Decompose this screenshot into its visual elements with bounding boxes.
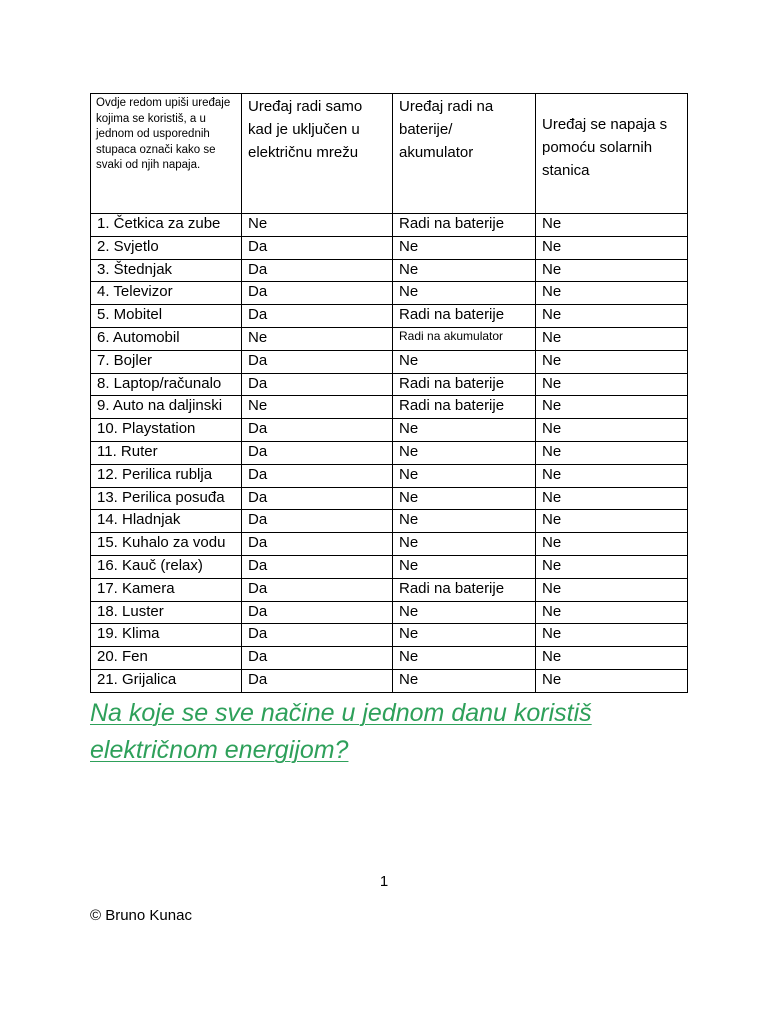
mains-power-cell: Da xyxy=(242,624,393,647)
device-name-cell: 16. Kauč (relax) xyxy=(91,555,242,578)
device-name-cell: 5. Mobitel xyxy=(91,305,242,328)
mains-power-cell: Da xyxy=(242,647,393,670)
device-name-cell: 20. Fen xyxy=(91,647,242,670)
table-row xyxy=(91,441,688,464)
mains-power-cell: Da xyxy=(242,259,393,282)
device-name-cell: 10. Playstation xyxy=(91,419,242,442)
device-name-cell: 7. Bojler xyxy=(91,350,242,373)
solar-cell: Ne xyxy=(536,555,688,578)
battery-cell: Ne xyxy=(393,487,536,510)
battery-cell: Radi na baterije xyxy=(393,214,536,237)
solar-cell: Ne xyxy=(536,282,688,305)
solar-cell: Ne xyxy=(536,464,688,487)
mains-power-cell: Da xyxy=(242,578,393,601)
solar-cell: Ne xyxy=(536,350,688,373)
device-name-cell: 15. Kuhalo za vodu xyxy=(91,533,242,556)
mains-power-cell: Da xyxy=(242,601,393,624)
device-name-cell: 13. Perilica posuđa xyxy=(91,487,242,510)
battery-cell: Radi na baterije xyxy=(393,578,536,601)
battery-cell: Ne xyxy=(393,282,536,305)
battery-cell: Ne xyxy=(393,510,536,533)
table-row xyxy=(91,396,688,419)
device-name-cell: 9. Auto na daljinski xyxy=(91,396,242,419)
table-row xyxy=(91,669,688,692)
device-name-cell: 19. Klima xyxy=(91,624,242,647)
battery-cell: Ne xyxy=(393,259,536,282)
device-name-cell: 17. Kamera xyxy=(91,578,242,601)
battery-cell: Ne xyxy=(393,464,536,487)
battery-cell: Ne xyxy=(393,647,536,670)
device-name-cell: 21. Grijalica xyxy=(91,669,242,692)
copyright-notice: © Bruno Kunac xyxy=(90,907,192,924)
device-table xyxy=(90,93,688,693)
solar-cell: Ne xyxy=(536,533,688,556)
battery-cell: Ne xyxy=(393,441,536,464)
mains-power-cell: Da xyxy=(242,305,393,328)
table-row xyxy=(91,259,688,282)
device-name-cell: 12. Perilica rublja xyxy=(91,464,242,487)
question-text: Na koje se sve načine u jednom danu koristiš električnom energijom? xyxy=(90,699,592,764)
solar-cell: Ne xyxy=(536,441,688,464)
table-row xyxy=(91,236,688,259)
mains-power-cell: Ne xyxy=(242,214,393,237)
mains-power-cell: Ne xyxy=(242,327,393,350)
device-name-cell: 3. Štednjak xyxy=(91,259,242,282)
device-name-cell: 6. Automobil xyxy=(91,327,242,350)
solar-cell: Ne xyxy=(536,305,688,328)
table-row xyxy=(91,578,688,601)
battery-cell: Ne xyxy=(393,624,536,647)
mains-power-cell: Da xyxy=(242,350,393,373)
mains-power-cell: Da xyxy=(242,464,393,487)
solar-cell: Ne xyxy=(536,647,688,670)
table-row xyxy=(91,214,688,237)
solar-cell: Ne xyxy=(536,419,688,442)
table-header-row xyxy=(91,94,688,214)
solar-cell: Ne xyxy=(536,327,688,350)
solar-cell: Ne xyxy=(536,236,688,259)
battery-cell: Ne xyxy=(393,350,536,373)
mains-power-cell: Da xyxy=(242,282,393,305)
battery-cell: Ne xyxy=(393,601,536,624)
table-row xyxy=(91,327,688,350)
device-name-cell: 14. Hladnjak xyxy=(91,510,242,533)
table-row xyxy=(91,487,688,510)
device-name-cell: 11. Ruter xyxy=(91,441,242,464)
table-row xyxy=(91,464,688,487)
mains-power-cell: Da xyxy=(242,419,393,442)
table-row xyxy=(91,305,688,328)
mains-power-cell: Da xyxy=(242,669,393,692)
table-row xyxy=(91,555,688,578)
header-solar: Uređaj se napaja s pomoću solarnih stanica xyxy=(536,94,688,214)
device-name-cell: 18. Luster xyxy=(91,601,242,624)
table-row xyxy=(91,533,688,556)
battery-cell: Ne xyxy=(393,555,536,578)
table-row xyxy=(91,647,688,670)
mains-power-cell: Da xyxy=(242,487,393,510)
device-name-cell: 8. Laptop/računalo xyxy=(91,373,242,396)
table-row xyxy=(91,419,688,442)
table-row xyxy=(91,373,688,396)
solar-cell: Ne xyxy=(536,669,688,692)
table-row xyxy=(91,601,688,624)
solar-cell: Ne xyxy=(536,578,688,601)
page-number: 1 xyxy=(379,873,389,890)
header-mains-power: Uređaj radi samo kad je uključen u električnu mrežu xyxy=(242,94,393,214)
battery-cell: Radi na baterije xyxy=(393,305,536,328)
mains-power-cell: Da xyxy=(242,510,393,533)
header-battery: Uređaj radi na baterije/ akumulator xyxy=(393,94,536,214)
table-row xyxy=(91,510,688,533)
mains-power-cell: Da xyxy=(242,441,393,464)
solar-cell: Ne xyxy=(536,510,688,533)
solar-cell: Ne xyxy=(536,259,688,282)
battery-cell: Ne xyxy=(393,419,536,442)
solar-cell: Ne xyxy=(536,624,688,647)
device-name-cell: 1. Četkica za zube xyxy=(91,214,242,237)
battery-cell: Ne xyxy=(393,669,536,692)
table-row xyxy=(91,282,688,305)
battery-cell: Radi na akumulator xyxy=(393,327,536,350)
solar-cell: Ne xyxy=(536,487,688,510)
mains-power-cell: Da xyxy=(242,533,393,556)
device-name-cell: 4. Televizor xyxy=(91,282,242,305)
solar-cell: Ne xyxy=(536,396,688,419)
table-row xyxy=(91,624,688,647)
battery-cell: Radi na baterije xyxy=(393,396,536,419)
table-row xyxy=(91,350,688,373)
solar-cell: Ne xyxy=(536,214,688,237)
device-name-cell: 2. Svjetlo xyxy=(91,236,242,259)
battery-cell: Ne xyxy=(393,533,536,556)
mains-power-cell: Da xyxy=(242,555,393,578)
solar-cell: Ne xyxy=(536,373,688,396)
table-body xyxy=(91,214,688,693)
mains-power-cell: Da xyxy=(242,236,393,259)
mains-power-cell: Da xyxy=(242,373,393,396)
solar-cell: Ne xyxy=(536,601,688,624)
header-device-list: Ovdje redom upiši uređaje kojima se koristiš, a u jednom od usporednih stupaca označi kako se svaki od njih napaja. xyxy=(91,94,242,214)
battery-cell: Ne xyxy=(393,236,536,259)
battery-cell: Radi na baterije xyxy=(393,373,536,396)
mains-power-cell: Ne xyxy=(242,396,393,419)
